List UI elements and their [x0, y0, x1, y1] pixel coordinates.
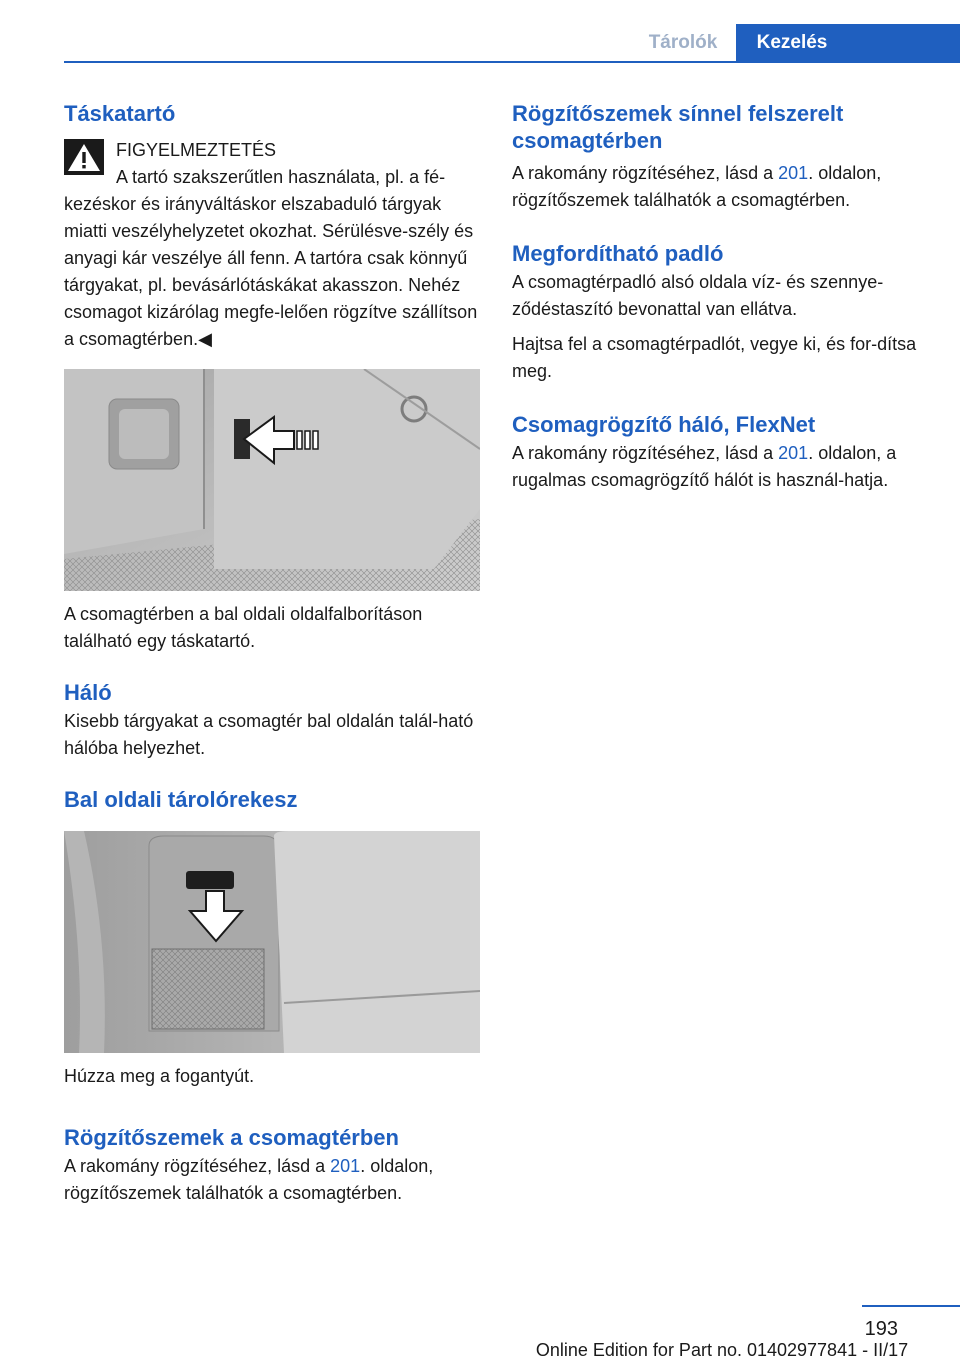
warning-text: kezéskor és irányváltáskor elszabaduló tárgyak miatti veszélyhelyzetet okozhat. Sérülésve-szély és anyagi kár veszélye áll fenn. A tartóra csak könnyű tárgyakat, pl. bevásárlótáskákat akasszon. Nehéz csomagot kizárólag megfe-lelően rögzítve szállítson a csomagtérben.◀ [64, 194, 478, 349]
section-title-lashing-eyes: Rögzítőszemek a csomagtérben [64, 1125, 399, 1150]
section-net-text: Kisebb tárgyakat a csomagtér bal oldalán talál-ható hálóba helyezhet. [64, 711, 474, 758]
photo2-caption: Húzza meg a fogantyút. [64, 1066, 255, 1086]
section-title-rail-lashing-eyes: Rögzítőszemek sínnel felszerelt csomagtérben [512, 101, 844, 153]
warning-line-1: A tartó szakszerűtlen használata, pl. a fé- [116, 167, 446, 187]
section-lashing-eyes-text [64, 1153, 484, 1207]
text-fragment: A rakomány rögzítéséhez, lásd a [512, 163, 779, 183]
header-rule [64, 61, 960, 63]
section-flexnet-text [512, 440, 932, 494]
section-rail-text [512, 160, 932, 214]
text-fragment: . oldalon, rögzítőszemek találhatók a csomagtérben. [64, 1156, 434, 1203]
text-fragment: A rakomány rögzítéséhez, lásd a [64, 1156, 331, 1176]
tab-tarolok[interactable]: Tárolók [648, 31, 718, 53]
section-title-reversible-floor: Megfordítható padló [512, 241, 724, 266]
text-fragment: . oldalon, rögzítőszemek találhatók a csomagtérben. [512, 163, 882, 210]
page-number: 193 [864, 1318, 898, 1340]
text-fragment: . oldalon, a rugalmas csomagrögzítő hálót is használ-hatja. [512, 443, 897, 490]
section-title-flexnet: Csomagrögzítő háló, FlexNet [512, 412, 816, 437]
section-title-left-compartment: Bal oldali tárolórekesz [64, 787, 298, 812]
edition-footer: Online Edition for Part no. 01402977841 - II/17 [535, 1340, 909, 1360]
header-bar-fill [848, 24, 960, 61]
warning-block [64, 137, 484, 353]
section-floor-text-1: A csomagtérpadló alsó oldala víz- és szennye-ződéstaszító bevonattal van ellátva. [512, 272, 884, 319]
section-title-bag-holder: Táskatartó [64, 101, 176, 126]
section-title-net: Háló [64, 680, 112, 705]
right-column [512, 100, 932, 494]
tab-kezeles[interactable]: Kezelés [736, 24, 848, 61]
page-link-201[interactable]: 201 [330, 1156, 361, 1176]
left-column [64, 100, 484, 1207]
page-link-201[interactable]: 201 [778, 163, 809, 183]
warning-title: FIGYELMEZTETÉS [116, 140, 277, 160]
page-link-201[interactable]: 201 [778, 443, 809, 463]
section-floor-text-2: Hajtsa fel a csomagtérpadlót, vegye ki, és for-dítsa meg. [512, 334, 917, 381]
warning-icon [64, 139, 104, 175]
photo1-caption: A csomagtérben a bal oldali oldalfalborításon található egy táskatartó. [64, 604, 423, 651]
left-compartment-photo [64, 831, 480, 1053]
footer-rule [862, 1305, 960, 1307]
bag-holder-photo [64, 369, 480, 591]
text-fragment: A rakomány rögzítéséhez, lásd a [512, 443, 779, 463]
